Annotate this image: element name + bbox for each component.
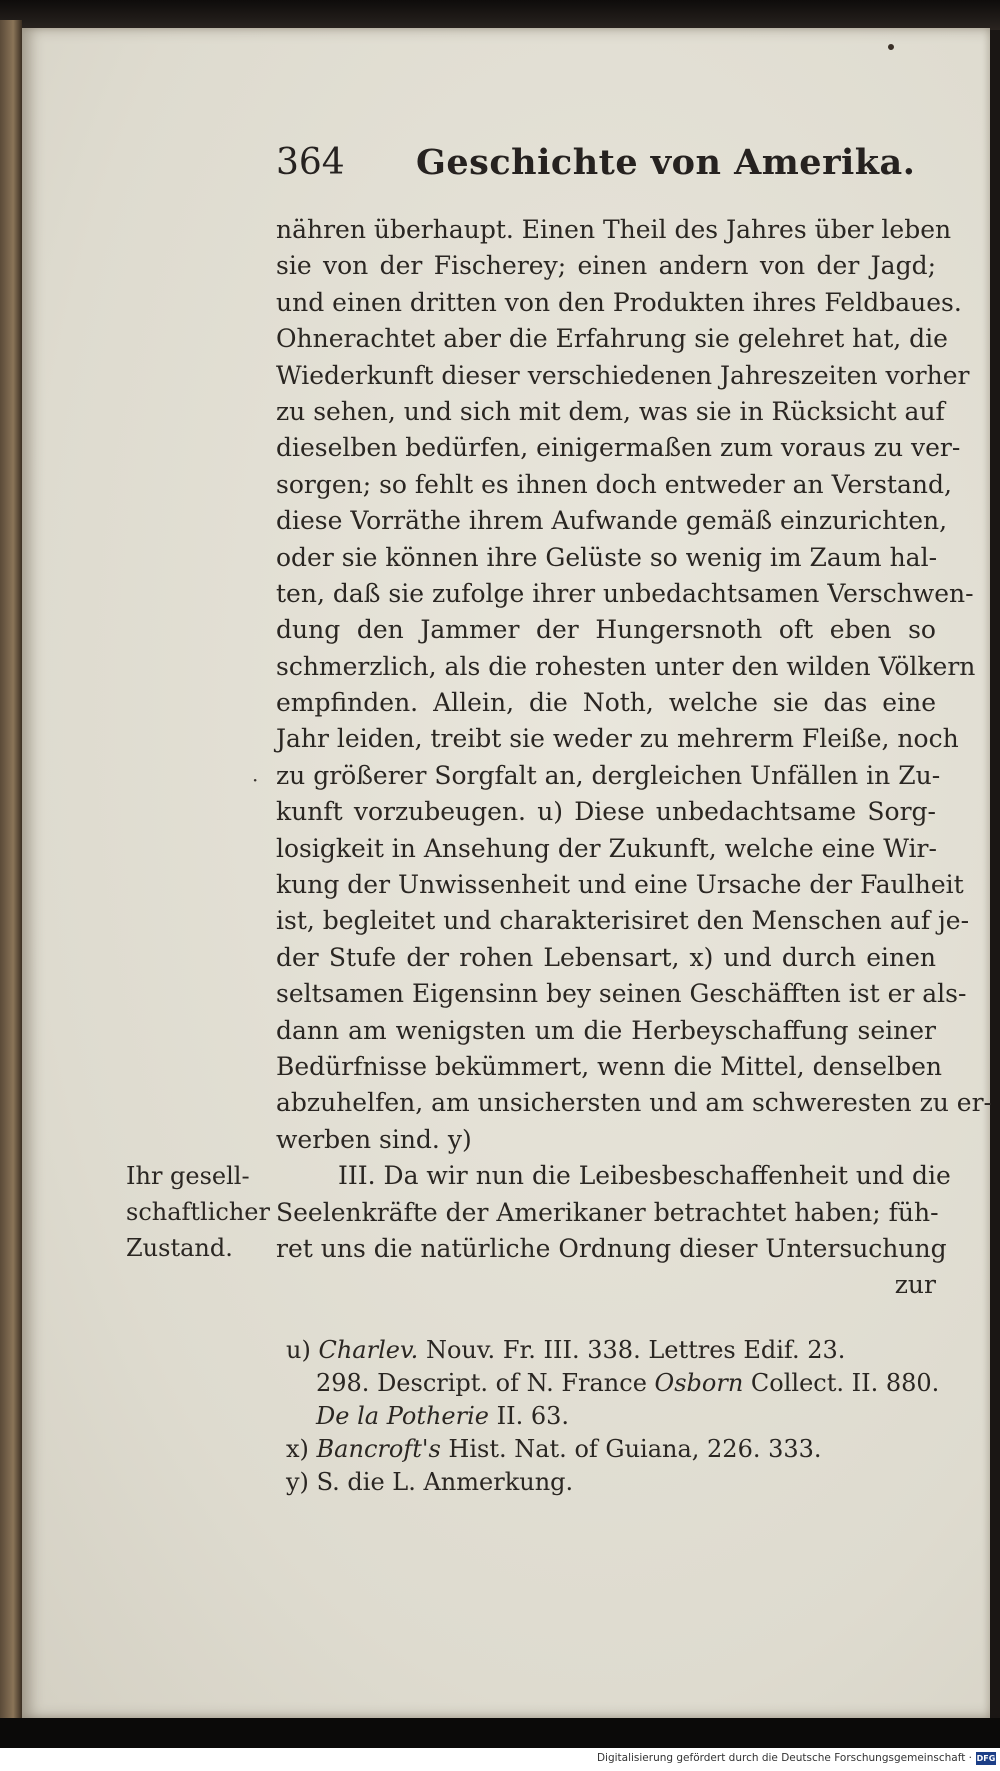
book-binding-edge [0,20,22,1720]
dfg-logo: DFG [976,1754,996,1763]
marginal-note-line: Zustand. [126,1234,233,1262]
footnote-text: Hist. Nat. of Guiana, 226. 333. [448,1435,822,1463]
text-line: Jahr leiden, treibt sie weder zu mehrerm Fleiße, noch [276,724,959,754]
text-line: empfinden. Allein, die Noth, welche sie das eine [276,688,936,718]
footnote-author: De la Potherie [316,1402,489,1430]
text-line: kung der Unwissenheit und eine Ursache der Faulheit [276,870,964,900]
text-line: und einen dritten von den Produkten ihres Feldbaues. [276,287,962,317]
text-line: ten, daß sie zufolge ihrer unbedachtsamen Verschwen- [276,578,974,608]
footnote-text: S. die L. Anmerkung. [316,1468,574,1496]
text-line: Wiederkunft dieser verschiedenen Jahreszeiten vorher [276,360,970,390]
footnote-text: 298. Descript. of N. France [316,1369,647,1397]
body-text [276,212,992,1304]
footnote-y [286,1466,946,1499]
page-number: 364 [276,142,345,183]
text-line: zu sehen, und sich mit dem, was sie in Rücksicht auf [276,396,945,426]
text-line: Seelenkräfte der Amerikaner betrachtet haben; füh- [276,1197,939,1227]
text-line: zu größerer Sorgfalt an, dergleichen Unfällen in Zu- [276,760,941,790]
catchword: zur [894,1270,936,1300]
text-line: diese Vorräthe ihrem Aufwande gemäß einzurichten, [276,506,948,536]
footnote-author: Charlev. [318,1336,419,1364]
footnote-author: Osborn [654,1369,744,1397]
marginal-note [126,1158,276,1266]
text-line: schmerzlich, als die rohesten unter den wilden Völkern [276,651,976,681]
text-line: dung den Jammer der Hungersnoth oft eben so [276,615,936,645]
text-line: oder sie können ihre Gelüste so wenig im Zaum hal- [276,542,938,572]
text-line: ist, begleitet und charakterisiret den Menschen auf je- [276,906,970,936]
footnote-text: Nouv. Fr. III. 338. Lettres Edif. 23. [425,1336,846,1364]
text-line: dieselben bedürfen, einigermaßen zum voraus zu ver- [276,433,961,463]
footnote-continuation [286,1367,946,1400]
footnote-mark: x) [286,1435,309,1463]
running-title: Geschichte von Amerika. [416,142,916,183]
footnote-continuation [286,1400,946,1433]
footnote-u [286,1334,946,1433]
text-line: losigkeit in Ansehung der Zukunft, welche eine Wir- [276,833,937,863]
section-start-line: III. Da wir nun die Leibesbeschaffenheit und die [338,1161,951,1191]
text-line: nähren überhaupt. Einen Theil des Jahres über leben [276,215,952,244]
footnote-x [286,1433,946,1466]
text-line: sorgen; so fehlt es ihnen doch entweder an Verstand, [276,469,952,499]
page-header [276,142,956,192]
text-line: kunft vorzubeugen. u) Diese unbedachtsame Sorg- [276,797,936,827]
text-line: sie von der Fischerey; einen andern von der Jagd; [276,251,936,281]
footnote-text: Collect. II. 880. [750,1369,940,1397]
footnote-mark: y) [286,1468,309,1496]
text-line: seltsamen Eigensinn bey seinen Geschäfften ist er als- [276,979,967,1009]
marginal-note-line: schaftlicher [126,1198,270,1226]
text-line: abzuhelfen, am unsichersten und am schweresten zu er- [276,1088,992,1118]
footnotes [286,1334,946,1499]
text-line: dann am wenigsten um die Herbeyschaffung seiner [276,1015,936,1045]
scan-bottom-border [0,1718,1000,1748]
footnote-text: II. 63. [496,1402,569,1430]
marginal-note-line: Ihr gesell- [126,1162,250,1190]
footnote-mark: u) [286,1336,311,1364]
paper-speck [888,44,894,50]
text-line: werben sind. y) [276,1124,472,1154]
footnote-author: Bancroft's [316,1435,441,1463]
text-line: der Stufe der rohen Lebensart, x) und durch einen [276,942,936,972]
marginal-dot: · [252,768,259,792]
text-line: Bedürfnisse bekümmert, wenn die Mittel, denselben [276,1051,942,1081]
text-line: ret uns die natürliche Ordnung dieser Untersuchung [276,1233,947,1263]
scan-top-border [0,0,1000,30]
digitization-credit: Digitalisierung gefördert durch die Deutsche Forschungsgemeinschaft · [596,1752,972,1764]
text-line: Ohnerachtet aber die Erfahrung sie gelehret hat, die [276,324,948,354]
